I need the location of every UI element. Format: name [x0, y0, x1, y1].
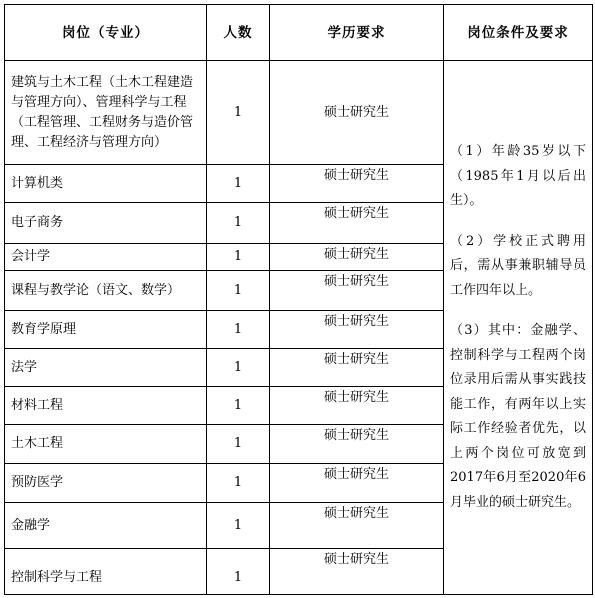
position-cell: 教育学原理 [5, 311, 207, 349]
education-cell: 硕士研究生 [270, 549, 444, 595]
education-cell: 硕士研究生 [270, 387, 444, 425]
position-cell: 建筑与土木工程（土木工程建造与管理方向）、管理科学与工程（工程管理、工程财务与造价管理、工程经济与管理方向） [5, 61, 207, 165]
header-education: 学历要求 [270, 5, 444, 61]
count-cell: 1 [207, 549, 270, 595]
education-cell: 硕士研究生 [270, 311, 444, 349]
education-cell: 硕士研究生 [270, 464, 444, 503]
education-cell: 硕士研究生 [270, 61, 444, 165]
count-cell: 1 [207, 503, 270, 549]
position-cell: 材料工程 [5, 387, 207, 425]
count-cell: 1 [207, 387, 270, 425]
count-cell: 1 [207, 165, 270, 203]
count-cell: 1 [207, 349, 270, 387]
count-cell: 1 [207, 61, 270, 165]
education-cell: 硕士研究生 [270, 271, 444, 311]
education-cell: 硕士研究生 [270, 165, 444, 203]
position-cell: 金融学 [5, 503, 207, 549]
position-cell: 电子商务 [5, 203, 207, 244]
count-cell: 1 [207, 244, 270, 271]
count-cell: 1 [207, 425, 270, 464]
education-cell: 硕士研究生 [270, 244, 444, 271]
recruitment-table [4, 4, 593, 595]
header-position: 岗位（专业） [5, 5, 207, 61]
education-cell: 硕士研究生 [270, 203, 444, 244]
header-row [5, 5, 593, 61]
position-cell: 计算机类 [5, 165, 207, 203]
header-count: 人数 [207, 5, 270, 61]
count-cell: 1 [207, 271, 270, 311]
education-cell: 硕士研究生 [270, 425, 444, 464]
table-row [5, 61, 593, 165]
position-cell: 土木工程 [5, 425, 207, 464]
count-cell: 1 [207, 311, 270, 349]
condition-item: （1）年龄35岁以下（1985年1月以后出生）。 [450, 144, 586, 208]
position-cell: 预防医学 [5, 464, 207, 503]
position-cell: 会计学 [5, 244, 207, 271]
education-cell: 硕士研究生 [270, 349, 444, 387]
position-cell: 控制科学与工程 [5, 549, 207, 595]
conditions-cell [444, 61, 593, 595]
position-cell: 课程与教学论（语文、数学） [5, 271, 207, 311]
count-cell: 1 [207, 464, 270, 503]
header-conditions: 岗位条件及要求 [444, 5, 593, 61]
count-cell: 1 [207, 203, 270, 244]
position-cell: 法学 [5, 349, 207, 387]
condition-item: （3）其中：金融学、控制科学与工程两个岗位录用后需从事实践技能工作，有两年以上实际工作经验者优先，以上两个岗位可放宽到2017年6月至2020年6月毕业的硕士研究生。 [450, 323, 586, 510]
condition-item: （2）学校正式聘用后，需从事兼职辅导员工作四年以上。 [450, 233, 586, 298]
education-cell: 硕士研究生 [270, 503, 444, 549]
